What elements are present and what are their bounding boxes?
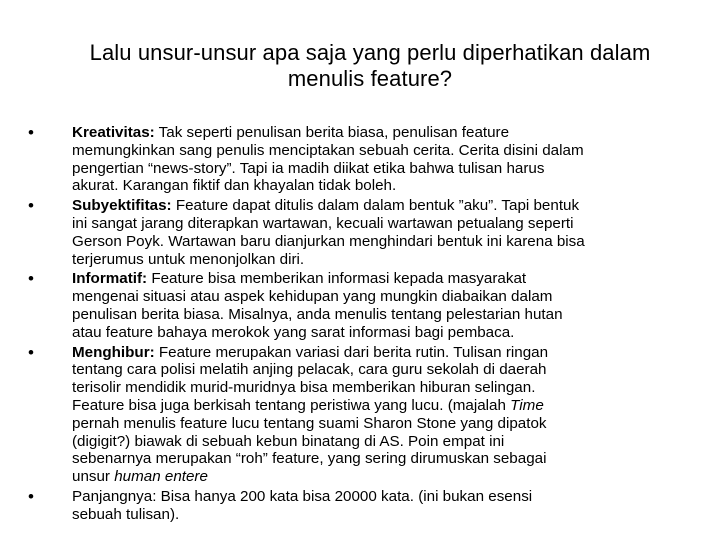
bullet-term: Subyektifitas: — [72, 197, 172, 215]
bullet-line: terjerumus untuk menonjolkan diri. — [72, 250, 305, 268]
bullet-item-informatif — [26, 270, 694, 341]
bullet-dot-icon: • — [28, 342, 34, 362]
bullet-line — [72, 397, 694, 415]
bullet-item-menghibur — [26, 344, 694, 486]
bullet-line: ini sangat jarang diterapkan wartawan, kecuali wartawan petualang seperti — [72, 214, 574, 232]
bullet-line: sebenarnya merupakan “roh” feature, yang sering dirumuskan sebagai — [72, 450, 547, 468]
bullet-italic-text: human entere — [114, 468, 208, 486]
bullet-term: Menghibur: — [72, 343, 155, 361]
bullet-term: Informatif: — [72, 270, 148, 288]
bullet-line: Panjangnya: Bisa hanya 200 kata bisa 20000 kata. (ini bukan esensi — [72, 487, 533, 505]
bullet-text: Feature bisa juga berkisah tentang peristiwa yang lucu. (majalah — [72, 396, 511, 414]
bullet-line: terisolir mendidik murid-muridnya bisa memberikan hiburan selingan. — [72, 379, 536, 397]
bullet-line: sebuah tulisan). — [72, 505, 180, 523]
bullet-text: Feature dapat ditulis dalam dalam bentuk ”aku”. Tapi bentuk — [171, 197, 580, 215]
bullet-italic-text: Time — [510, 396, 544, 414]
bullet-text: Feature bisa memberikan informasi kepada masyarakat — [147, 270, 527, 288]
bullet-text: Feature merupakan variasi dari berita rutin. Tulisan ringan — [154, 343, 549, 361]
slide-title-line-2: menulis feature? — [287, 66, 453, 91]
bullet-line: memungkinkan sang penulis menciptakan sebuah cerita. Cerita disini dalam — [72, 141, 584, 159]
bullet-line: pernah menulis feature lucu tentang suami Sharon Stone yang dipatok — [72, 414, 547, 432]
bullet-line: tentang cara polisi melatih anjing pelacak, cara guru sekolah di daerah — [72, 361, 547, 379]
bullet-text: unsur — [72, 468, 115, 486]
bullet-list — [26, 124, 694, 526]
bullet-item-kreativitas — [26, 124, 694, 195]
bullet-line — [72, 124, 694, 142]
bullet-line — [72, 468, 694, 486]
bullet-dot-icon: • — [28, 196, 34, 216]
bullet-dot-icon: • — [28, 486, 34, 506]
bullet-line — [72, 270, 694, 288]
bullet-line: penulisan berita biasa. Misalnya, anda menulis tentang pelestarian hutan — [72, 305, 563, 323]
bullet-line: akurat. Karangan fiktif dan khayalan tidak boleh. — [72, 177, 397, 195]
bullet-dot-icon: • — [28, 269, 34, 289]
bullet-line — [72, 344, 694, 362]
bullet-line: Gerson Poyk. Wartawan baru dianjurkan menghindari bentuk ini karena bisa — [72, 232, 585, 250]
bullet-line: (digigit?) biawak di sebuah kebun binatang di AS. Poin empat ini — [72, 432, 505, 450]
bullet-line — [72, 197, 694, 215]
slide-title — [40, 40, 700, 92]
bullet-item-panjangnya — [26, 488, 694, 524]
bullet-term: Kreativitas: — [72, 124, 155, 141]
bullet-text: Tak seperti penulisan berita biasa, penulisan feature — [154, 124, 510, 141]
bullet-item-subyektifitas — [26, 197, 694, 268]
bullet-line: pengertian “news-story”. Tapi ia madih diikat etika bahwa tulisan harus — [72, 159, 545, 177]
bullet-line: mengenai situasi atau aspek kehidupan yang mungkin diabaikan dalam — [72, 288, 553, 306]
bullet-dot-icon: • — [28, 123, 34, 142]
bullet-line: atau feature bahaya merokok yang sarat informasi bagi pembaca. — [72, 323, 515, 341]
slide-title-line-1: Lalu unsur-unsur apa saja yang perlu diperhatikan dalam — [89, 40, 651, 65]
